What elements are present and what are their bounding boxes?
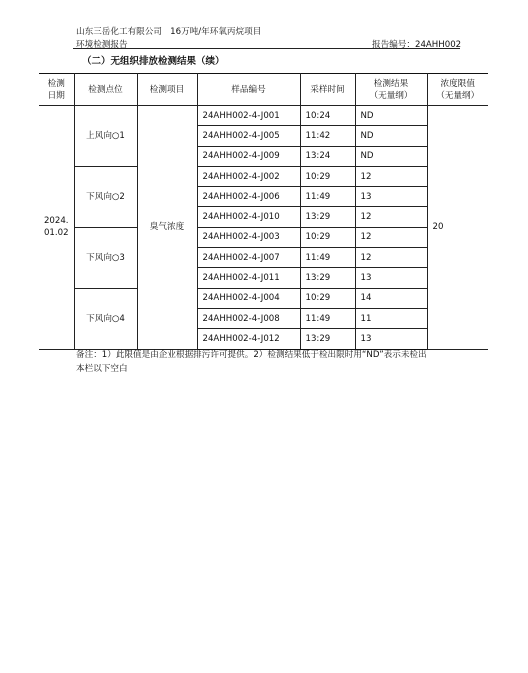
date-cell: 2024. 01.02 bbox=[39, 106, 74, 350]
time-cell: 11:49 bbox=[300, 187, 355, 207]
sample-cell: 24AHH002-4-J003 bbox=[197, 227, 300, 247]
time-cell: 13:29 bbox=[300, 207, 355, 227]
time-cell: 10:29 bbox=[300, 166, 355, 186]
result-cell: 13 bbox=[355, 268, 427, 288]
header-result: 检测结果 （无量纲） bbox=[355, 74, 427, 106]
sample-cell: 24AHH002-4-J005 bbox=[197, 126, 300, 146]
table-row bbox=[39, 227, 488, 247]
sample-cell: 24AHH002-4-J006 bbox=[197, 187, 300, 207]
header-item: 检测项目 bbox=[137, 74, 197, 106]
result-cell: 12 bbox=[355, 207, 427, 227]
blank-below-note: 本栏以下空白 bbox=[76, 363, 128, 374]
sample-cell: 24AHH002-4-J007 bbox=[197, 248, 300, 268]
point-cell: 下风向○2 bbox=[74, 166, 137, 227]
point-cell: 下风向○3 bbox=[74, 227, 137, 288]
time-cell: 13:29 bbox=[300, 329, 355, 349]
notes bbox=[76, 349, 486, 376]
time-cell: 11:42 bbox=[300, 126, 355, 146]
header-sample: 样品编号 bbox=[197, 74, 300, 106]
time-cell: 11:49 bbox=[300, 248, 355, 268]
report-number-value: 24AHH002 bbox=[414, 40, 462, 50]
result-cell: 12 bbox=[355, 248, 427, 268]
company-project-header: 山东三岳化工有限公司 16万吨/年环氧丙烷项目 bbox=[76, 27, 262, 37]
report-type-header: 环境检测报告 bbox=[76, 40, 128, 50]
time-cell: 10:24 bbox=[300, 106, 355, 126]
time-cell: 13:29 bbox=[300, 268, 355, 288]
time-cell: 10:29 bbox=[300, 227, 355, 247]
result-cell: ND bbox=[355, 146, 427, 166]
item-cell: 臭气浓度 bbox=[137, 106, 197, 350]
result-cell: ND bbox=[355, 106, 427, 126]
report-number-label: 报告编号： bbox=[372, 40, 415, 50]
limit-cell: 20 bbox=[427, 106, 488, 350]
sample-cell: 24AHH002-4-J010 bbox=[197, 207, 300, 227]
header-date: 检测 日期 bbox=[39, 74, 74, 106]
sample-cell: 24AHH002-4-J002 bbox=[197, 166, 300, 186]
table-header-row bbox=[39, 74, 488, 106]
result-cell: ND bbox=[355, 126, 427, 146]
sample-cell: 24AHH002-4-J004 bbox=[197, 288, 300, 308]
table-row bbox=[39, 106, 488, 126]
point-cell: 上风向○1 bbox=[74, 106, 137, 167]
result-cell: 12 bbox=[355, 227, 427, 247]
sample-cell: 24AHH002-4-J001 bbox=[197, 106, 300, 126]
result-cell: 12 bbox=[355, 166, 427, 186]
result-cell: 14 bbox=[355, 288, 427, 308]
point-cell: 下风向○4 bbox=[74, 288, 137, 349]
header-limit: 浓度限值 （无量纲） bbox=[427, 74, 488, 106]
table-row bbox=[39, 288, 488, 308]
sample-cell: 24AHH002-4-J012 bbox=[197, 329, 300, 349]
note-line: 备注：1）此限值是由企业根据排污许可提供。2）检测结果低于检出限时用“ND”表示未检出 bbox=[76, 350, 427, 360]
sample-cell: 24AHH002-4-J009 bbox=[197, 146, 300, 166]
header-time: 采样时间 bbox=[300, 74, 355, 106]
result-cell: 13 bbox=[355, 187, 427, 207]
table-body bbox=[39, 106, 488, 350]
time-cell: 10:29 bbox=[300, 288, 355, 308]
results-table bbox=[39, 73, 488, 350]
result-cell: 13 bbox=[355, 329, 427, 349]
sample-cell: 24AHH002-4-J011 bbox=[197, 268, 300, 288]
result-cell: 11 bbox=[355, 308, 427, 328]
header-rule bbox=[73, 48, 460, 49]
sample-cell: 24AHH002-4-J008 bbox=[197, 308, 300, 328]
time-cell: 11:49 bbox=[300, 308, 355, 328]
time-cell: 13:24 bbox=[300, 146, 355, 166]
table-row bbox=[39, 166, 488, 186]
header-point: 检测点位 bbox=[74, 74, 137, 106]
section-title: （二）无组织排放检测结果（续） bbox=[82, 56, 225, 67]
